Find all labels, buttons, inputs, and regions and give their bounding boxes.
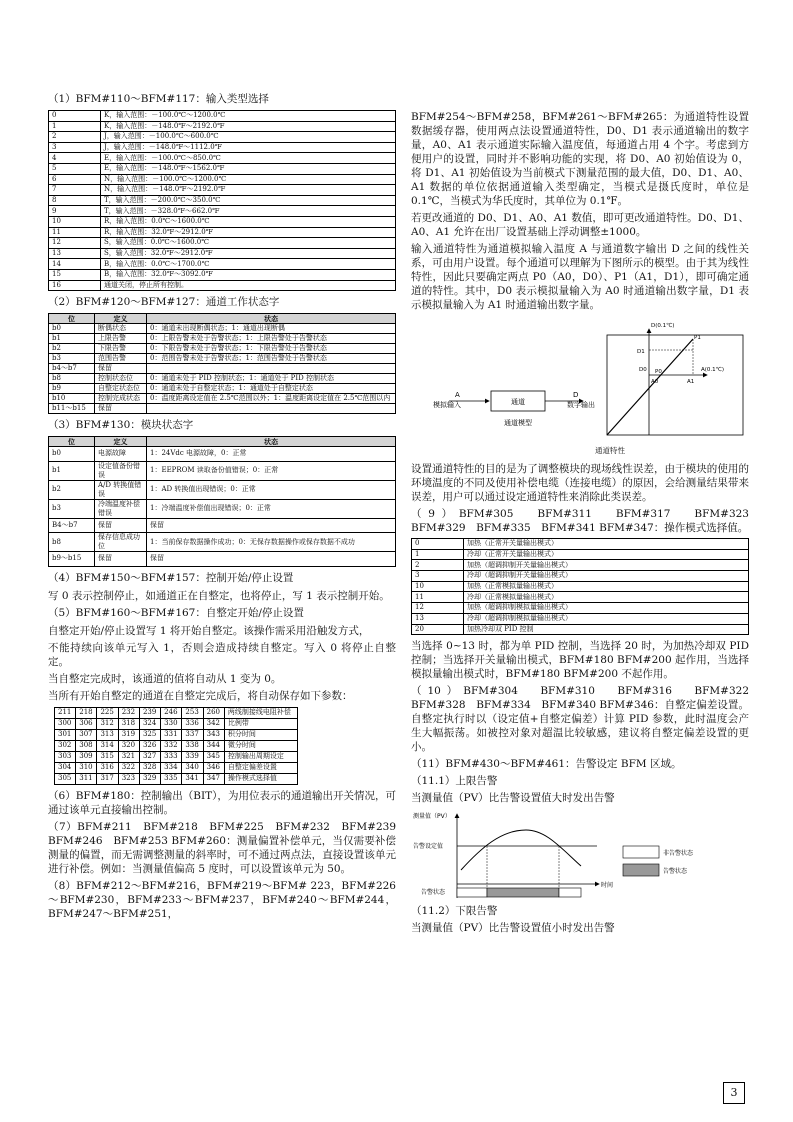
paragraph: BFM#254～BFM#258，BFM#261～BFM#265：为通道特性设置数据缓存器，使用两点法设置通道特性，D0、D1 表示通道输出的数字量，A0、A1 表示通道实际输入温度值，每通道占用 4 个字。考虑到方便用户的设置，同时并不影响功能的实现，将 D0、A0 初始值设为 0，将 D1、A1 初始值设为当前模式下测量范围的最大值，D0、D1、A0、A1 数据的单位依据通道输入类型确定，当模式是摄氏度时，单位是 0.1℃，当模式为华氏度时，其单位为 0.1℉。 bbox=[411, 111, 749, 207]
table-cell: 0：范围告警未处于告警状态；1：范围告警处于告警状态 bbox=[147, 354, 396, 364]
table-cell: b8 bbox=[49, 533, 95, 552]
table-cell: 312 bbox=[97, 718, 118, 729]
d0-label: D0 bbox=[639, 367, 647, 373]
table-cell: 0：通道未处于自整定状态；1：通道处于自整定状态 bbox=[147, 384, 396, 394]
left-column bbox=[48, 92, 407, 924]
table-cell: 加热冷却双 PID 控制 bbox=[464, 624, 749, 635]
pv-label: 测量值（PV） bbox=[413, 813, 451, 821]
table-cell: 346 bbox=[203, 762, 224, 773]
channel-box-label: 通道 bbox=[511, 398, 525, 406]
table-row bbox=[49, 384, 396, 394]
table-cell: 318 bbox=[118, 718, 139, 729]
table-cell: 8 bbox=[49, 195, 101, 206]
table-row bbox=[49, 447, 396, 462]
table-cell: 336 bbox=[182, 718, 203, 729]
table-cell: N，输入范围：－100.0℃～1200.0℃ bbox=[101, 174, 396, 185]
high-alarm-diagram bbox=[411, 808, 749, 904]
legend-off-swatch bbox=[623, 846, 659, 858]
table-row bbox=[49, 552, 396, 567]
table-row bbox=[49, 461, 396, 480]
table-cell: T，输入范围：－328.0℉～662.0℉ bbox=[101, 206, 396, 217]
table-cell: 加热（超调抑制开关量输出模式） bbox=[464, 560, 749, 571]
table-cell: 302 bbox=[55, 740, 76, 751]
table-row bbox=[49, 364, 396, 374]
y-axis-label: D(0.1℃) bbox=[651, 323, 675, 329]
table-cell: 9 bbox=[49, 206, 101, 217]
table-row bbox=[49, 334, 396, 344]
table-cell: 5 bbox=[49, 163, 101, 174]
table-row bbox=[49, 206, 396, 217]
table-cell: 2 bbox=[49, 132, 101, 143]
table-cell: 11 bbox=[49, 227, 101, 238]
table-cell: 334 bbox=[161, 762, 182, 773]
table-cell: 断偶状态 bbox=[95, 324, 147, 334]
table-cell: 1：当前保存数据操作成功；0：无保存数据操作或保存数据不成功 bbox=[147, 533, 396, 552]
table-cell: J，输入范围：－100.0℃～600.0℃ bbox=[101, 132, 396, 143]
table-cell: 324 bbox=[139, 718, 160, 729]
table-cell: 12 bbox=[49, 238, 101, 249]
characteristic-line bbox=[607, 339, 693, 435]
table-row bbox=[55, 707, 298, 718]
table-row bbox=[55, 751, 298, 762]
table-cell: R，输入范围：0.0℃～1600.0℃ bbox=[101, 216, 396, 227]
table-row bbox=[49, 185, 396, 196]
table-cell: 333 bbox=[161, 751, 182, 762]
col-header: 位 bbox=[49, 314, 95, 324]
table-row bbox=[412, 592, 749, 603]
table-cell: 314 bbox=[97, 740, 118, 751]
table-cell: S，输入范围：0.0℃～1600.0℃ bbox=[101, 238, 396, 249]
table-row bbox=[49, 259, 396, 270]
table-cell: 330 bbox=[161, 718, 182, 729]
table-row bbox=[49, 344, 396, 354]
table-cell: 7 bbox=[49, 185, 101, 196]
table-cell: E，输入范围：－100.0℃～850.0℃ bbox=[101, 153, 396, 164]
table-cell: 3 bbox=[49, 142, 101, 153]
paragraph: 输入通道特性为通道模拟输入温度 A 与通道数字输出 D 之间的线性关系，可由用户设置。每个通道可以理解为下图所示的模型。由于其为线性特性，因此只要确定两点 P0（A0，D0）、P1（A1，D1），即可确定通道的特性。其中，D0 表示模拟量输入为 A0 时通道输出数字量，D1 表示模拟量输入为 A1 时通道输出数字量。 bbox=[411, 243, 749, 311]
table-cell: 316 bbox=[97, 762, 118, 773]
a1-label: A1 bbox=[687, 379, 695, 385]
table-cell: 323 bbox=[118, 773, 139, 784]
table-row bbox=[412, 560, 749, 571]
table-cell: 10 bbox=[49, 216, 101, 227]
table-cell: 225 bbox=[97, 707, 118, 718]
autotune-param-table bbox=[54, 707, 298, 785]
x-axis-label: A(0.1℃) bbox=[701, 367, 724, 373]
d1-label: D1 bbox=[637, 349, 645, 355]
table-row bbox=[49, 195, 396, 206]
section-11-1-title: （11.1）上限告警 bbox=[411, 775, 498, 788]
a-label: A bbox=[455, 391, 460, 399]
table-cell: 325 bbox=[139, 729, 160, 740]
table-cell: 冷却（正常开关量输出模式） bbox=[464, 549, 749, 560]
alarm-state-label: 告警状态 bbox=[421, 889, 446, 897]
table-cell: 冷却（超调抑制开关量输出模式） bbox=[464, 571, 749, 582]
table-cell: 1：EEPROM 读取备份值错误；0：正常 bbox=[147, 461, 396, 480]
table-cell: 310 bbox=[76, 762, 97, 773]
table-row bbox=[412, 603, 749, 614]
table-cell: 4 bbox=[49, 153, 101, 164]
table-cell: 218 bbox=[76, 707, 97, 718]
table-cell: 0：温度距离设定值在 2.5℃范围以外；1：温度距离设定值在 2.5℃范围以内 bbox=[147, 394, 396, 404]
table-row bbox=[49, 174, 396, 185]
section-2-title: （2）BFM#120～BFM#127：通道工作状态字 bbox=[48, 296, 280, 309]
table-row bbox=[55, 718, 298, 729]
table-cell: 326 bbox=[139, 740, 160, 751]
table-cell: 335 bbox=[161, 773, 182, 784]
table-cell: B4～b7 bbox=[49, 518, 95, 533]
legend-on-label: 告警状态 bbox=[663, 868, 688, 876]
table-cell: 329 bbox=[139, 773, 160, 784]
characteristic-caption: 通道特性 bbox=[595, 446, 625, 455]
table-cell: 保存信息成功位 bbox=[95, 533, 147, 552]
col-header: 定义 bbox=[95, 437, 147, 447]
table-cell: 342 bbox=[203, 718, 224, 729]
table-cell: R，输入范围：32.0℉～2912.0℉ bbox=[101, 227, 396, 238]
table-cell: 加热（正常模拟量输出模式） bbox=[464, 581, 749, 592]
channel-status-table bbox=[48, 313, 396, 414]
section-11-1-text: 当测量值（PV）比告警设置值大时发出告警 bbox=[411, 792, 615, 805]
table-cell: T，输入范围：－200.0℃～350.0℃ bbox=[101, 195, 396, 206]
table-cell: b1 bbox=[49, 461, 95, 480]
table-cell: 冷却（超调抑制模拟量输出模式） bbox=[464, 613, 749, 624]
table-cell: 306 bbox=[76, 718, 97, 729]
table-row bbox=[49, 324, 396, 334]
table-cell: 10 bbox=[412, 581, 464, 592]
table-cell: 操作模式选择值 bbox=[224, 773, 297, 784]
table-row bbox=[49, 238, 396, 249]
table-row bbox=[49, 480, 396, 499]
table-cell: 253 bbox=[182, 707, 203, 718]
table-cell: 上限告警 bbox=[95, 334, 147, 344]
table-cell: 控制完成状态 bbox=[95, 394, 147, 404]
table-cell: b8 bbox=[49, 374, 95, 384]
table-cell: 0：通道未出现断偶状态；1：通道出现断偶 bbox=[147, 324, 396, 334]
table-cell: 13 bbox=[49, 248, 101, 259]
table-cell: 11 bbox=[412, 592, 464, 603]
p0-label: P0 bbox=[655, 369, 662, 375]
table-cell: 保留 bbox=[147, 552, 396, 567]
table-cell: 313 bbox=[97, 729, 118, 740]
table-cell: 加热（正常开关量输出模式） bbox=[464, 539, 749, 550]
table-cell: 12 bbox=[412, 603, 464, 614]
right-column bbox=[411, 110, 760, 938]
section-8-text: （8）BFM#212～BFM#216，BFM#219～BFM# 223，BFM#226～BFM#230，BFM#233～BFM#237，BFM#240～BFM#244，BFM#247～BFM#251， bbox=[48, 879, 396, 920]
table-row bbox=[412, 539, 749, 550]
time-label: 时间 bbox=[601, 882, 614, 890]
table-cell: 239 bbox=[139, 707, 160, 718]
table-row bbox=[49, 142, 396, 153]
table-cell bbox=[147, 404, 396, 414]
table-row bbox=[412, 549, 749, 560]
table-cell: K，输入范围：－148.0℉～2192.0℉ bbox=[101, 121, 396, 132]
table-row bbox=[49, 163, 396, 174]
table-cell: 0：通道未处于 PID 控制状态；1：通道处于 PID 控制状态 bbox=[147, 374, 396, 384]
table-cell: 控制状态位 bbox=[95, 374, 147, 384]
table-cell: b9 bbox=[49, 384, 95, 394]
table-cell: 311 bbox=[76, 773, 97, 784]
page-number: 3 bbox=[723, 1082, 745, 1104]
table-cell: b3 bbox=[49, 499, 95, 518]
table-cell: 比例带 bbox=[224, 718, 297, 729]
table-cell: 232 bbox=[118, 707, 139, 718]
table-cell: 0：上限告警未处于告警状态；1：上限告警处于告警状态 bbox=[147, 334, 396, 344]
table-cell: b4～b7 bbox=[49, 364, 95, 374]
table-cell bbox=[147, 364, 396, 374]
table-row bbox=[49, 499, 396, 518]
pv-curve bbox=[461, 830, 581, 870]
table-cell: 范围告警 bbox=[95, 354, 147, 364]
table-row bbox=[412, 581, 749, 592]
table-row bbox=[49, 111, 396, 122]
table-cell: b9～b15 bbox=[49, 552, 95, 567]
table-cell: S，输入范围：32.0℉～2912.0℉ bbox=[101, 248, 396, 259]
table-row bbox=[49, 374, 396, 384]
d-label: D bbox=[573, 391, 579, 399]
table-cell: 20 bbox=[412, 624, 464, 635]
table-row bbox=[49, 121, 396, 132]
table-cell: 保留 bbox=[95, 552, 147, 567]
section-5-text: 当自整定完成时，该通道的值将自动从 1 变为 0。 bbox=[48, 672, 282, 685]
table-row bbox=[49, 248, 396, 259]
model-caption: 通道模型 bbox=[504, 419, 532, 427]
table-cell: 303 bbox=[55, 751, 76, 762]
table-cell: 309 bbox=[76, 751, 97, 762]
table-cell: A/D 转换值错误 bbox=[95, 480, 147, 499]
setpoint-label: 告警设定值 bbox=[413, 843, 444, 851]
table-cell: 1：24Vdc 电源故障，0：正常 bbox=[147, 447, 396, 462]
table-cell: 14 bbox=[49, 259, 101, 270]
section-4-title: （4）BFM#150～BFM#157：控制开始/停止设置 bbox=[48, 571, 294, 584]
table-cell: 327 bbox=[139, 751, 160, 762]
section-5-text: 当所有开始自整定的通道在自整定完成后，将自动保存如下参数： bbox=[48, 689, 353, 702]
table-cell: 322 bbox=[118, 762, 139, 773]
table-cell: b0 bbox=[49, 447, 95, 462]
state-on-segment bbox=[487, 888, 559, 897]
table-cell: 341 bbox=[182, 773, 203, 784]
table-cell: N，输入范围：－148.0℉～2192.0℉ bbox=[101, 185, 396, 196]
table-cell: 1：AD 转换值出现错误；0：正常 bbox=[147, 480, 396, 499]
table-cell: 304 bbox=[55, 762, 76, 773]
table-row bbox=[49, 132, 396, 143]
section-10-text: （10）BFM#304 BFM#310 BFM#316 BFM#322 BFM#328 BFM#334 BFM#340 BFM#346：自整定偏差设置。自整定执行时以（设定值+自整定偏差）计算 PID 参数，此时温度会产生大幅振荡。如被控对象对超温比较敏感，建议将自整定偏差设置的更小。 bbox=[411, 685, 760, 754]
col-header: 定义 bbox=[95, 314, 147, 324]
table-cell: 315 bbox=[97, 751, 118, 762]
table-cell: 344 bbox=[203, 740, 224, 751]
table-cell: 自整定状态位 bbox=[95, 384, 147, 394]
table-cell: 3 bbox=[412, 571, 464, 582]
table-cell: E，输入范围：－148.0℉～1562.0℉ bbox=[101, 163, 396, 174]
table-row bbox=[49, 227, 396, 238]
table-row bbox=[55, 729, 298, 740]
table-cell: 332 bbox=[161, 740, 182, 751]
table-cell: b11～b15 bbox=[49, 404, 95, 414]
table-cell: 6 bbox=[49, 174, 101, 185]
table-cell: 1：冷端温度补偿值出现错误；0：正常 bbox=[147, 499, 396, 518]
table-cell: J，输入范围：－148.0℉～1112.0℉ bbox=[101, 142, 396, 153]
section-5-text: 不能持续向该单元写入 1，否则会造成持续自整定。写入 0 将停止自整定。 bbox=[48, 641, 396, 668]
a0-label: A0 bbox=[651, 379, 659, 385]
table-row bbox=[49, 518, 396, 533]
table-cell: 347 bbox=[203, 773, 224, 784]
table-cell: 300 bbox=[55, 718, 76, 729]
section-4-text: 写 0 表示控制停止，如通道正在自整定，也将停止，写 1 表示控制开始。 bbox=[48, 589, 390, 602]
table-cell: 317 bbox=[97, 773, 118, 784]
table-row bbox=[49, 533, 396, 552]
table-cell: 345 bbox=[203, 751, 224, 762]
channel-diagram bbox=[411, 315, 749, 445]
p1-label: P1 bbox=[694, 335, 701, 341]
table-cell: 加热（超调抑制模拟量输出模式） bbox=[464, 603, 749, 614]
table-cell: 340 bbox=[182, 762, 203, 773]
table-cell: 保留 bbox=[95, 518, 147, 533]
table-cell: 微分时间 bbox=[224, 740, 297, 751]
table-row bbox=[55, 762, 298, 773]
state-off-segment bbox=[559, 888, 581, 897]
section-9-title: （9）BFM#305 BFM#311 BFM#317 BFM#323 BFM#329 BFM#335 BFM#341 BFM#347：操作模式选择值。 bbox=[411, 508, 760, 534]
table-cell: 301 bbox=[55, 729, 76, 740]
section-3-title: （3）BFM#130：模块状态字 bbox=[48, 419, 194, 432]
table-cell: 保留 bbox=[147, 518, 396, 533]
table-row bbox=[55, 740, 298, 751]
a-sub-label: 模拟输入 bbox=[433, 401, 461, 409]
paragraph: 当选择 0~13 时，都为单 PID 控制，当选择 20 时，为加热冷却双 PID 控制；当选择开关量输出模式，BFM#180 BFM#200 起作用，当选择模拟量输出模式时，BFM#180 BFM#200 不起作用。 bbox=[411, 640, 749, 681]
table-cell: 冷却（正常模拟量输出模式） bbox=[464, 592, 749, 603]
section-5-text: 自整定开始/停止设置写 1 将开始自整定。该操作需采用沿触发方式， bbox=[48, 624, 370, 637]
table-row bbox=[49, 269, 396, 280]
table-cell: 16 bbox=[49, 280, 101, 291]
table-cell: 保留 bbox=[95, 404, 147, 414]
table-cell: 0 bbox=[412, 539, 464, 550]
table-cell: 308 bbox=[76, 740, 97, 751]
table-cell: 13 bbox=[412, 613, 464, 624]
table-row bbox=[49, 354, 396, 364]
table-cell: b10 bbox=[49, 394, 95, 404]
section-7-text: （7）BFM#211 BFM#218 BFM#225 BFM#232 BFM#239 BFM#246 BFM#253 BFM#260：测量偏置补偿单元，当仅需要补偿测量的偏置，而无需调整测量的斜率时，可不通过两点法，直接设置该单元进行补偿。例如：当测量值偏高 5 度时，可以设置该单元为 50。 bbox=[48, 820, 407, 875]
section-11-title: （11）BFM#430～BFM#461：告警设定 BFM 区域。 bbox=[411, 758, 682, 771]
col-header: 位 bbox=[49, 437, 95, 447]
col-header: 状态 bbox=[147, 437, 396, 447]
col-header: 状态 bbox=[147, 314, 396, 324]
table-cell: 2 bbox=[412, 560, 464, 571]
table-cell: 1 bbox=[49, 121, 101, 132]
table-cell: 320 bbox=[118, 740, 139, 751]
table-cell: 通道关闭，停止所有控制。 bbox=[101, 280, 396, 291]
table-cell: 321 bbox=[118, 751, 139, 762]
table-cell: B，输入范围：0.0℃～1700.0℃ bbox=[101, 259, 396, 270]
table-cell: b3 bbox=[49, 354, 95, 364]
table-cell: 两线制接线电阻补偿 bbox=[224, 707, 297, 718]
table-cell: 246 bbox=[161, 707, 182, 718]
section-11-2-text: 当测量值（PV）比告警设置值小时发出告警 bbox=[411, 922, 615, 935]
table-cell: b2 bbox=[49, 344, 95, 354]
input-type-table bbox=[48, 110, 396, 291]
table-cell: 下限告警 bbox=[95, 344, 147, 354]
section-1-title: （1）BFM#110～BFM#117：输入类型选择 bbox=[48, 93, 269, 105]
table-cell: 305 bbox=[55, 773, 76, 784]
table-cell: K，输入范围：－100.0℃～1200.0℃ bbox=[101, 111, 396, 122]
paragraph: 若更改通道的 D0、D1、A0、A1 数值，即可更改通道特性。D0、D1、A0、A1 允许在出厂设置基础上浮动调整±1000。 bbox=[411, 212, 749, 238]
table-row bbox=[412, 571, 749, 582]
table-cell: 0：下限告警未处于告警状态；1：下限告警处于告警状态 bbox=[147, 344, 396, 354]
table-row bbox=[412, 624, 749, 635]
table-cell: b0 bbox=[49, 324, 95, 334]
table-cell: 343 bbox=[203, 729, 224, 740]
table-cell: b1 bbox=[49, 334, 95, 344]
table-row bbox=[49, 404, 396, 414]
table-cell: 339 bbox=[182, 751, 203, 762]
state-off-segment bbox=[457, 888, 487, 897]
table-cell: 控制输出周期设定 bbox=[224, 751, 297, 762]
table-row bbox=[49, 216, 396, 227]
table-row bbox=[412, 613, 749, 624]
table-cell: 338 bbox=[182, 740, 203, 751]
table-cell: 319 bbox=[118, 729, 139, 740]
table-cell: 1 bbox=[412, 549, 464, 560]
legend-on-swatch bbox=[623, 864, 659, 876]
section-11-2-title: （11.2）下限告警 bbox=[411, 905, 498, 918]
table-cell: b2 bbox=[49, 480, 95, 499]
table-cell: 260 bbox=[203, 707, 224, 718]
section-5-title: （5）BFM#160～BFM#167：自整定开始/停止设置 bbox=[48, 606, 304, 619]
table-cell: 积分时间 bbox=[224, 729, 297, 740]
table-cell: 211 bbox=[55, 707, 76, 718]
table-cell: 自整定偏差设置 bbox=[224, 762, 297, 773]
table-cell: B，输入范围：32.0℉～3092.0℉ bbox=[101, 269, 396, 280]
table-cell: 电源故障 bbox=[95, 447, 147, 462]
legend-off-label: 非告警状态 bbox=[663, 850, 694, 858]
d-sub-label: 数字输出 bbox=[567, 401, 595, 409]
table-cell: 331 bbox=[161, 729, 182, 740]
table-row bbox=[49, 394, 396, 404]
table-row bbox=[55, 773, 298, 784]
operation-mode-table bbox=[411, 538, 749, 635]
table-cell: 15 bbox=[49, 269, 101, 280]
table-cell: 337 bbox=[182, 729, 203, 740]
module-status-table bbox=[48, 436, 396, 567]
section-6-text: （6）BFM#180：控制输出（BIT），为用位表示的通道输出开关情况，可通过该单元直接输出控制。 bbox=[48, 789, 396, 816]
table-cell: 307 bbox=[76, 729, 97, 740]
paragraph: 设置通道特性的目的是为了调整模块的现场线性误差，由于模块的使用的环境温度的不同及使用补偿电缆（连接电缆）的原因，会给测量结果带来误差，用户可以通过设定通道特性来消除此类误差。 bbox=[411, 463, 749, 503]
table-cell: 设定值备份错误 bbox=[95, 461, 147, 480]
table-cell: 0 bbox=[49, 111, 101, 122]
table-cell: 冷端温度补偿错误 bbox=[95, 499, 147, 518]
table-cell: 328 bbox=[139, 762, 160, 773]
table-cell: 保留 bbox=[95, 364, 147, 374]
table-row bbox=[49, 280, 396, 291]
table-row bbox=[49, 153, 396, 164]
